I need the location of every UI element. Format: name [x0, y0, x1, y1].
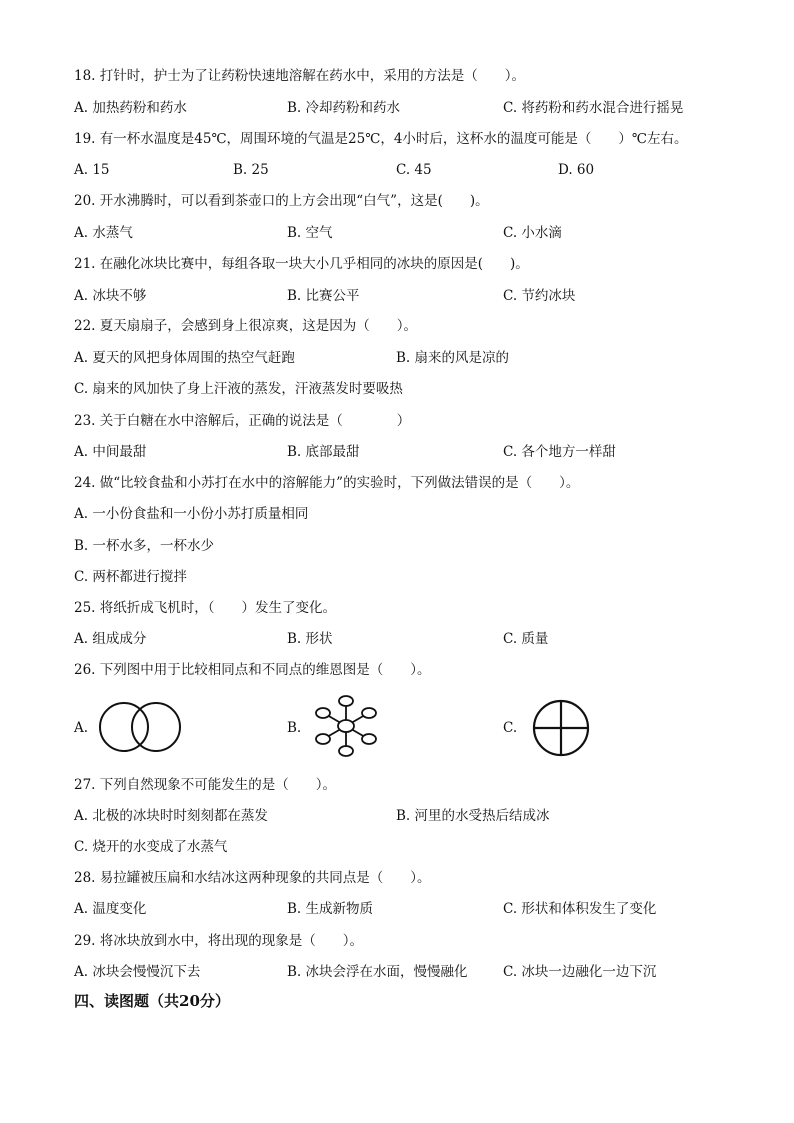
question-29-stem: 29. 将冰块放到水中，将出现的现象是（ ）。: [74, 933, 364, 949]
q25-option-a: A. 组成成分: [74, 631, 147, 647]
question-28-stem: 28. 易拉罐被压扁和水结冰这两种现象的共同点是（ ）。: [74, 870, 431, 886]
q24-option-b: B. 一杯水多，一杯水少: [74, 538, 215, 554]
q22-option-b: B. 扇来的风是凉的: [396, 350, 510, 366]
q27-option-a: A. 北极的冰块时时刻刻都在蒸发: [74, 808, 268, 824]
question-21-stem: 21. 在融化冰块比赛中，每组各取一块大小几乎相同的冰块的原因是( )。: [74, 256, 529, 272]
q29-option-b: B. 冰块会浮在水面，慢慢融化: [287, 964, 468, 980]
q21-option-a: A. 冰块不够: [74, 288, 147, 304]
q19-option-a: A. 15: [74, 162, 110, 178]
question-22-stem: 22. 夏天扇扇子，会感到身上很凉爽，这是因为（ ）。: [74, 318, 418, 334]
q28-option-b: B. 生成新物质: [287, 901, 374, 917]
question-23-stem: 23. 关于白糖在水中溶解后，正确的说法是（ ）: [74, 413, 411, 429]
q19-option-b: B. 25: [233, 162, 269, 178]
q26-option-c: C.: [503, 720, 518, 736]
question-25-stem: 25. 将纸折成飞机时，（ ）发生了变化。: [74, 600, 337, 616]
q25-option-b: B. 形状: [287, 631, 333, 647]
q23-option-c: C. 各个地方一样甜: [503, 444, 616, 460]
bubble-map-figure: [312, 694, 380, 758]
question-27-stem: 27. 下列自然现象不可能发生的是（ ）。: [74, 777, 337, 793]
venn-diagram-figure: [96, 700, 186, 754]
q23-option-a: A. 中间最甜: [74, 444, 147, 460]
q20-option-a: A. 水蒸气: [74, 225, 133, 241]
section-4-heading: 四、读图题（共20分）: [74, 992, 230, 1010]
q27-option-c: C. 烧开的水变成了水蒸气: [74, 839, 228, 855]
q20-option-c: C. 小水滴: [503, 225, 562, 241]
q18-option-c: C. 将药粉和药水混合进行摇晃: [503, 100, 684, 116]
question-24-stem: 24. 做“比较食盐和小苏打在水中的溶解能力”的实验时，下列做法错误的是（ ）。: [74, 475, 580, 491]
q25-option-c: C. 质量: [503, 631, 549, 647]
question-18-stem: 18. 打针时，护士为了让药粉快速地溶解在药水中，采用的方法是（ ）。: [74, 68, 526, 84]
q23-option-b: B. 底部最甜: [287, 444, 360, 460]
q24-option-a: A. 一小份食盐和一小份小苏打质量相同: [74, 506, 309, 522]
quartered-circle-figure: [531, 698, 591, 758]
question-20-stem: 20. 开水沸腾时，可以看到茶壶口的上方会出现“白气”，这是( )。: [74, 193, 489, 209]
q21-option-c: C. 节约冰块: [503, 288, 576, 304]
question-26-stem: 26. 下列图中用于比较相同点和不同点的维恩图是（ ）。: [74, 662, 431, 678]
q26-option-b: B.: [287, 720, 302, 736]
q18-option-b: B. 冷却药粉和药水: [287, 100, 401, 116]
q24-option-c: C. 两杯都进行搅拌: [74, 569, 187, 585]
q22-option-c: C. 扇来的风加快了身上汗液的蒸发，汗液蒸发时要吸热: [74, 381, 403, 397]
q18-option-a: A. 加热药粉和药水: [74, 100, 187, 116]
q28-option-c: C. 形状和体积发生了变化: [503, 901, 657, 917]
q19-option-d: D. 60: [558, 162, 595, 178]
q19-option-c: C. 45: [396, 162, 432, 178]
q26-option-a: A.: [74, 720, 89, 736]
q29-option-c: C. 冰块一边融化一边下沉: [503, 964, 657, 980]
question-19-stem: 19. 有一杯水温度是45℃，周围环境的气温是25℃，4小时后，这杯水的温度可能是（ ）℃左右。: [74, 131, 688, 147]
q29-option-a: A. 冰块会慢慢沉下去: [74, 964, 201, 980]
q22-option-a: A. 夏天的风把身体周围的热空气赶跑: [74, 350, 295, 366]
q27-option-b: B. 河里的水受热后结成冰: [396, 808, 550, 824]
q21-option-b: B. 比赛公平: [287, 288, 360, 304]
q28-option-a: A. 温度变化: [74, 901, 147, 917]
q20-option-b: B. 空气: [287, 225, 333, 241]
